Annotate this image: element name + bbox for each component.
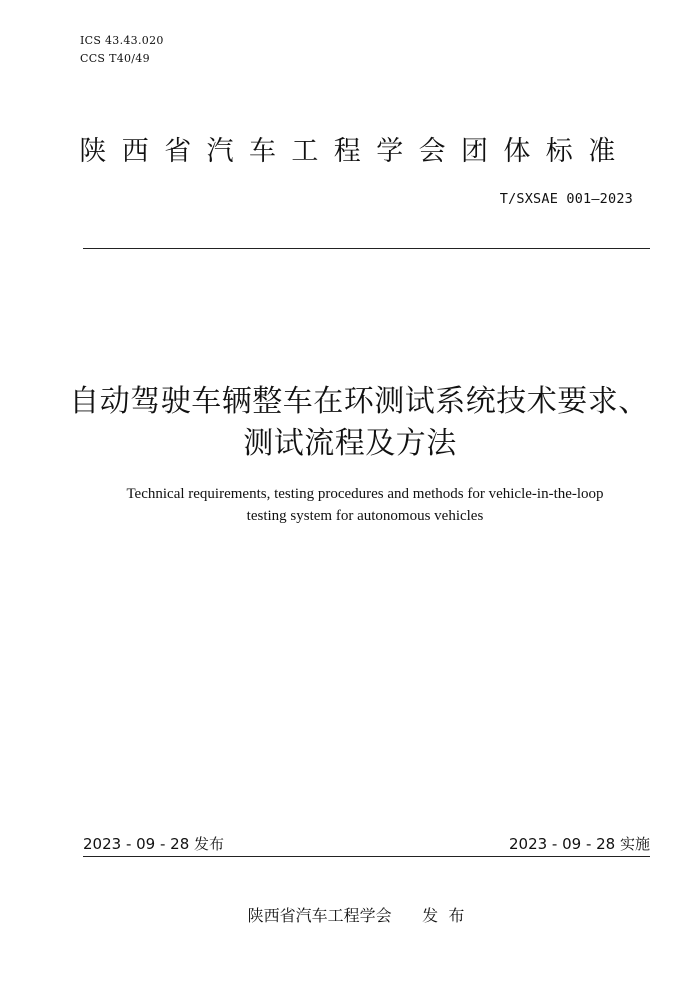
english-title-line-1: Technical requirements, testing procedures and methods for vehicle-in-the-loop bbox=[126, 486, 604, 502]
ics-code: ICS 43.43.020 bbox=[80, 34, 164, 47]
ccs-code: CCS T40/49 bbox=[80, 52, 150, 65]
top-divider bbox=[83, 248, 650, 249]
issue-date: 2023 - 09 - 28 发布 bbox=[83, 835, 225, 853]
implementation-date: 2023 - 09 - 28 实施 bbox=[508, 835, 650, 853]
english-title-line-2: testing system for autonomous vehicles bbox=[246, 508, 484, 524]
chinese-title-line-1: 自动驾驶车辆整车在环测试系统技术要求、 bbox=[69, 384, 649, 419]
publisher-line: 陕西省汽车工程学会 发 布 bbox=[247, 906, 465, 925]
standard-number: T/SXSAE 001—2023 bbox=[499, 191, 633, 207]
bottom-divider bbox=[83, 856, 650, 857]
organization-standard-title: 陕西省汽车工程学会团体标准 bbox=[79, 136, 631, 167]
chinese-title-line-2: 测试流程及方法 bbox=[243, 426, 457, 461]
